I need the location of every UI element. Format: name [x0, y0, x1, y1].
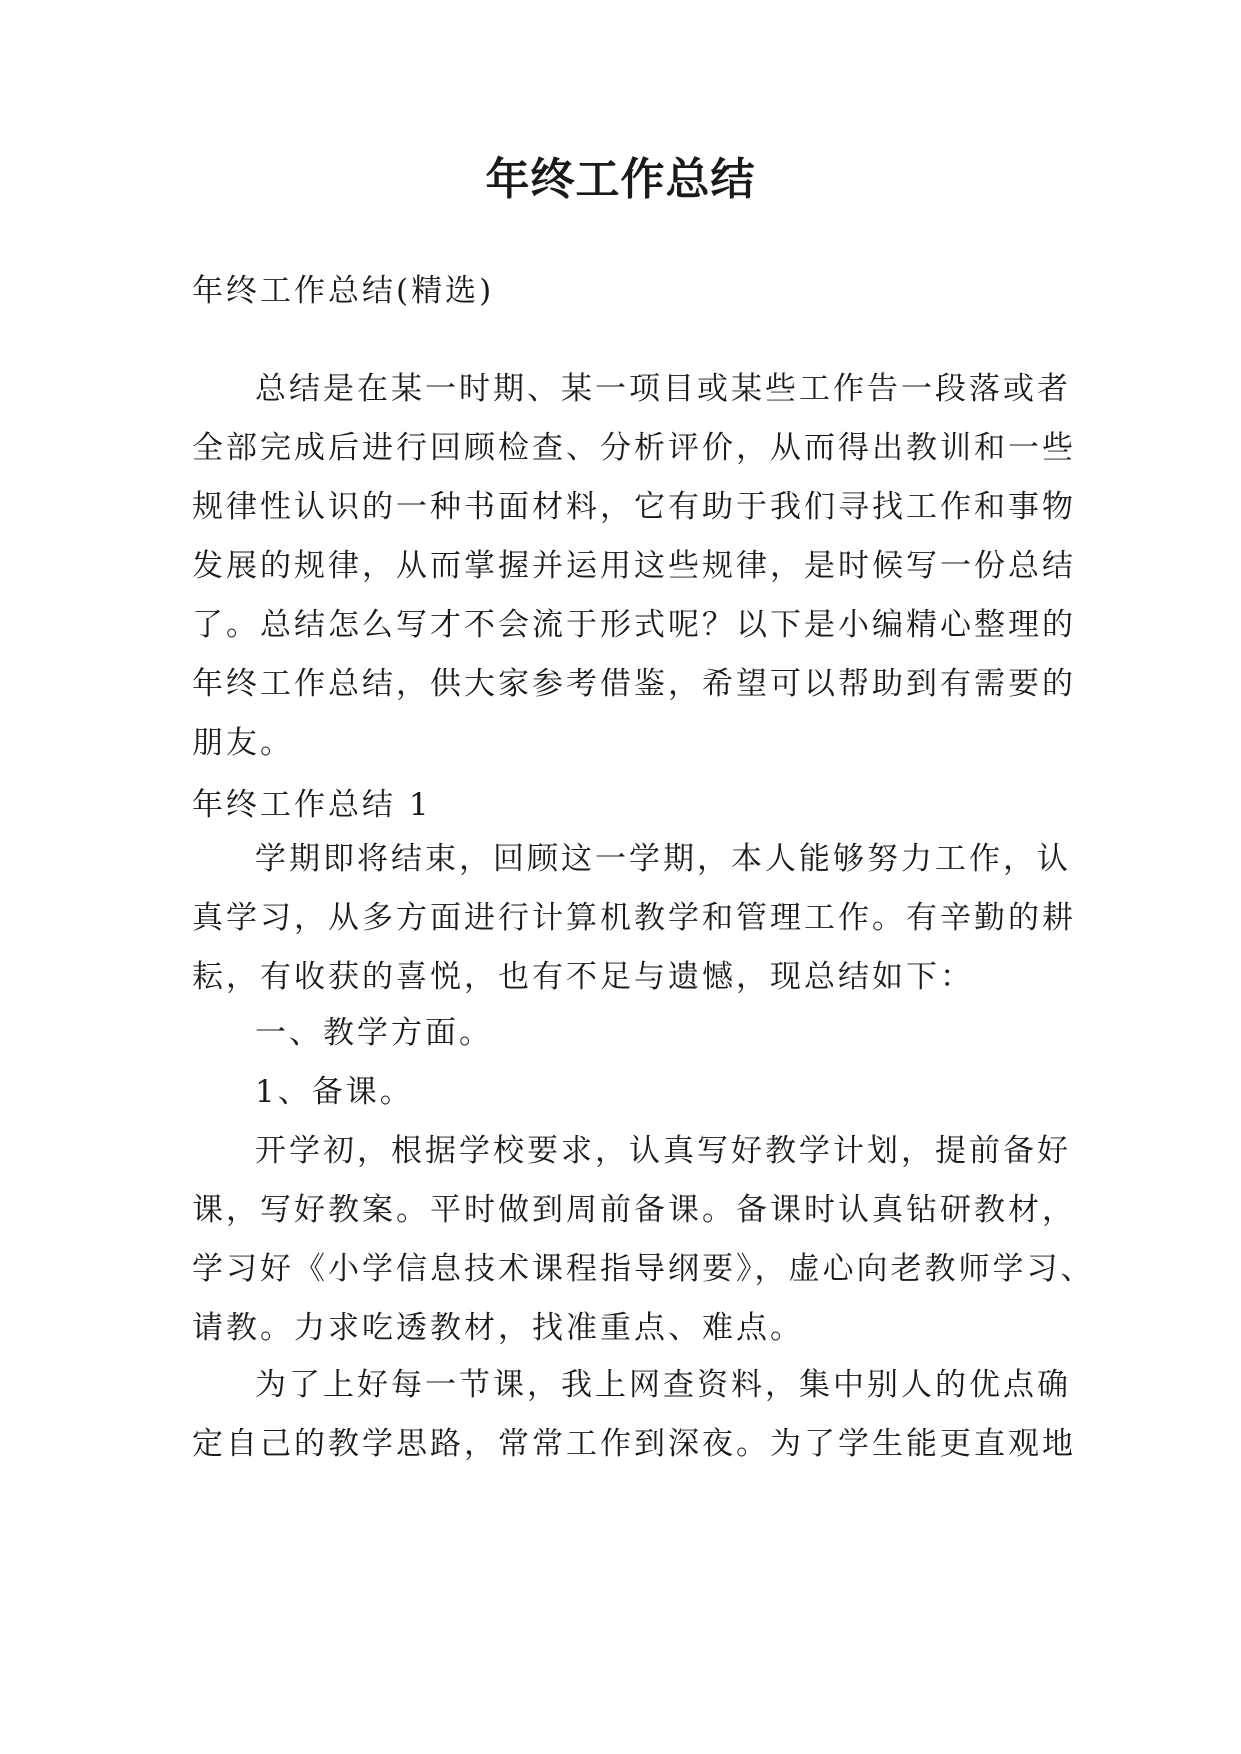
list-item-lesson-prep: 1、备课。 — [255, 1074, 414, 1110]
paragraph-line: 课，写好教案。平时做到周前备课。备课时认真钻研教材， — [192, 1192, 1076, 1228]
list-item-teaching: 一、教学方面。 — [255, 1015, 493, 1051]
intro-line: 年终工作总结，供大家参考借鉴，希望可以帮助到有需要的 — [192, 666, 1076, 702]
section1-paragraph-2 — [192, 1122, 1095, 1358]
paragraph-line: 为了上好每一节课，我上网查资料，集中别人的优点确 — [255, 1367, 1071, 1403]
paragraph-line: 学期即将结束，回顾这一学期，本人能够努力工作，认 — [255, 841, 1071, 877]
intro-line: 规律性认识的一种书面材料，它有助于我们寻找工作和事物 — [192, 489, 1076, 525]
intro-line: 总结是在某一时期、某一项目或某些工作告一段落或者 — [255, 371, 1071, 407]
paragraph-line: 学习好《小学信息技术课程指导纲要》，虚心向老教师学习、 — [192, 1251, 1095, 1287]
paragraph-line: 请教。力求吃透教材，找准重点、难点。 — [192, 1310, 804, 1346]
paragraph-line: 真学习，从多方面进行计算机教学和管理工作。有辛勤的耕 — [192, 900, 1076, 936]
intro-line: 全部完成后进行回顾检查、分析评价，从而得出教训和一些 — [192, 430, 1076, 466]
section1-paragraph-3 — [192, 1356, 1082, 1474]
paragraph-line: 耘，有收获的喜悦，也有不足与遗憾，现总结如下： — [192, 959, 974, 995]
intro-paragraph — [192, 360, 1082, 773]
paragraph-line: 定自己的教学思路，常常工作到深夜。为了学生能更直观地 — [192, 1426, 1076, 1462]
document-title: 年终工作总结 — [485, 154, 756, 205]
intro-line: 朋友。 — [192, 725, 294, 761]
paragraph-line: 开学初，根据学校要求，认真写好教学计划，提前备好 — [255, 1133, 1071, 1169]
document-subtitle: 年终工作总结(精选) — [192, 273, 495, 309]
intro-line: 发展的规律，从而掌握并运用这些规律，是时候写一份总结 — [192, 548, 1076, 584]
section1-paragraph-1 — [192, 830, 1082, 1007]
section-heading: 年终工作总结 1 — [192, 787, 432, 823]
intro-line: 了。总结怎么写才不会流于形式呢？以下是小编精心整理的 — [192, 607, 1076, 643]
